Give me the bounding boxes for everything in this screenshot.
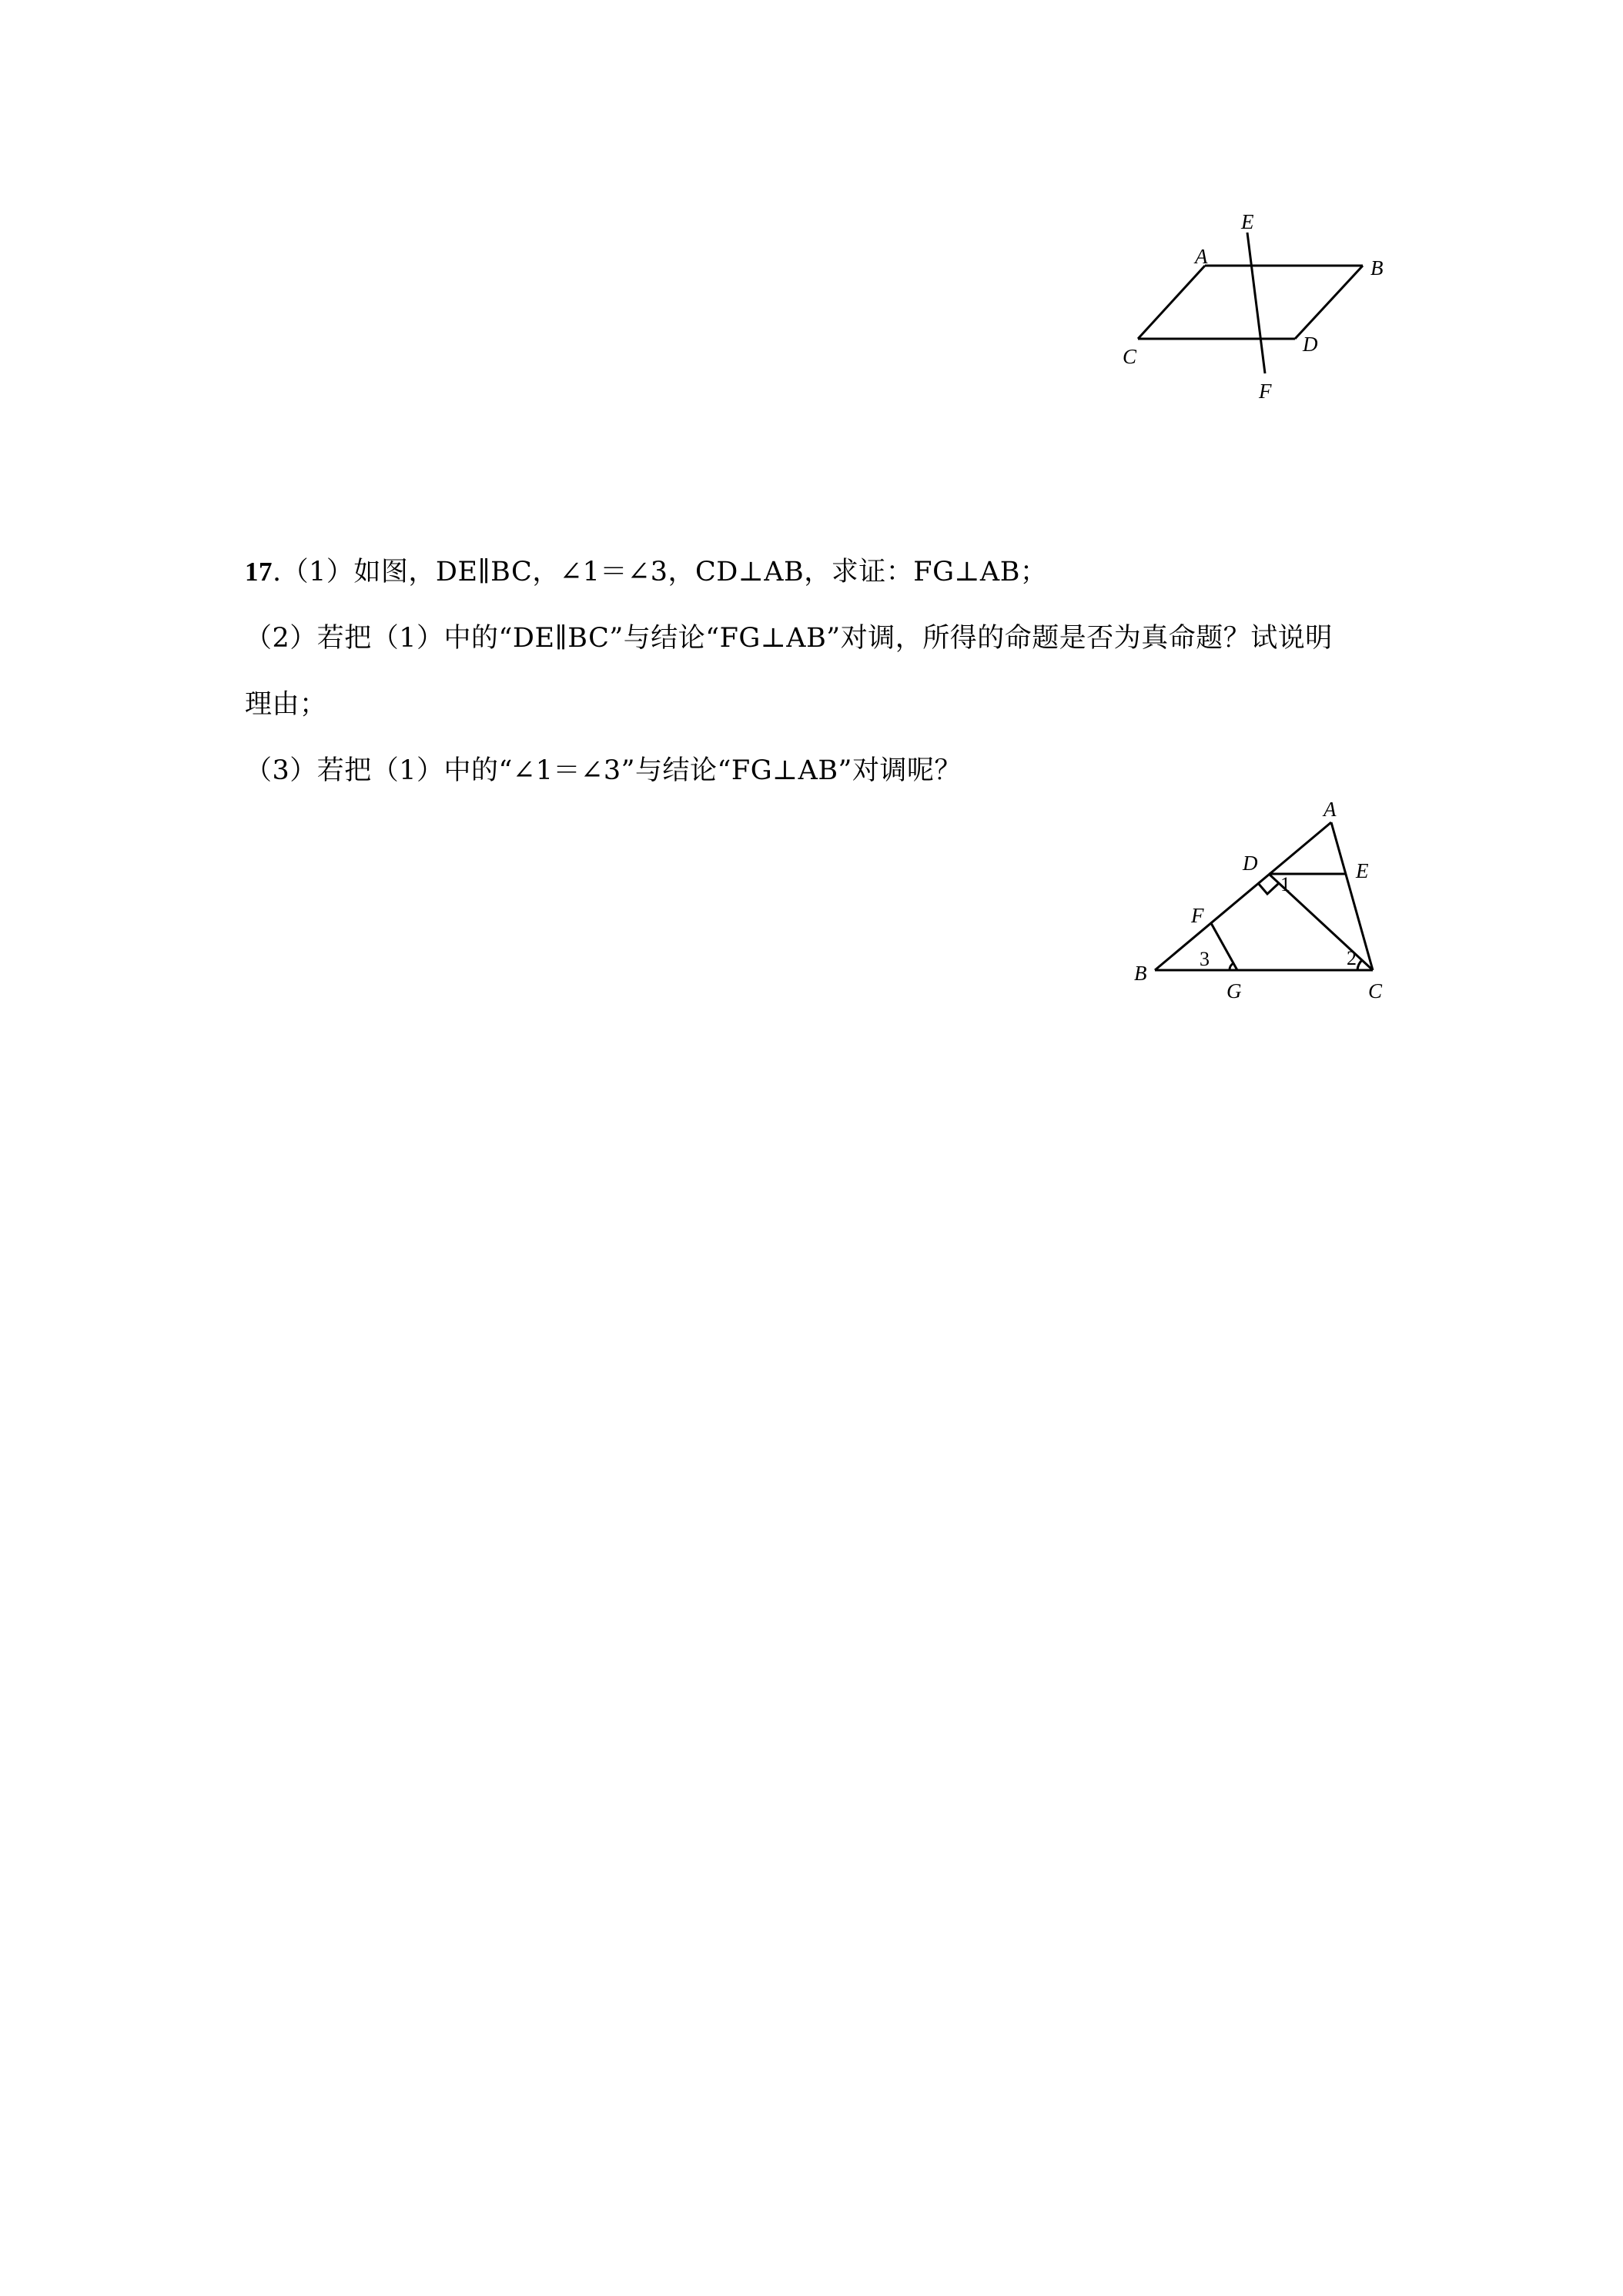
figure-triangle [1128, 793, 1413, 1009]
label-A: A [1195, 245, 1208, 268]
question-number-separator: . [273, 557, 282, 587]
label-F: F [1259, 380, 1272, 403]
label-D: D [1243, 852, 1258, 875]
label-D: D [1303, 333, 1318, 356]
segment-BD [1295, 266, 1363, 339]
segment-AC [1138, 266, 1205, 339]
question-part3: （3）若把（1）中的“∠1＝∠3”与结论“FG⊥AB”对调呢？ [245, 755, 962, 786]
question-17 [245, 539, 1400, 804]
figure-parallelogram [1109, 200, 1401, 408]
angle-label-1: 1 [1280, 873, 1290, 895]
segment-AB [1155, 822, 1331, 970]
angle-label-3: 3 [1200, 948, 1210, 970]
label-C: C [1368, 979, 1383, 1002]
label-E: E [1241, 210, 1254, 233]
question-number: 17 [245, 557, 273, 587]
right-angle-mark-D [1258, 883, 1278, 894]
angle-arc-2 [1357, 960, 1362, 970]
question-part2-line2: 理由； [245, 689, 327, 720]
question-part1: （1）如图，DE∥BC，∠1＝∠3，CD⊥AB，求证：FG⊥AB； [281, 557, 1048, 587]
question-part1-line [245, 539, 1400, 605]
label-F: F [1191, 904, 1204, 927]
label-E: E [1356, 859, 1369, 882]
question-part2-line1: （2）若把（1）中的“DE∥BC”与结论“FG⊥AB”对调，所得的命题是否为真命题？试说明 [245, 623, 1333, 654]
label-B: B [1370, 256, 1384, 279]
label-A: A [1323, 798, 1337, 821]
label-G: G [1226, 979, 1242, 1002]
label-C: C [1123, 345, 1137, 368]
label-B: B [1134, 962, 1147, 985]
segment-EF [1247, 233, 1265, 373]
angle-label-2: 2 [1347, 947, 1357, 969]
